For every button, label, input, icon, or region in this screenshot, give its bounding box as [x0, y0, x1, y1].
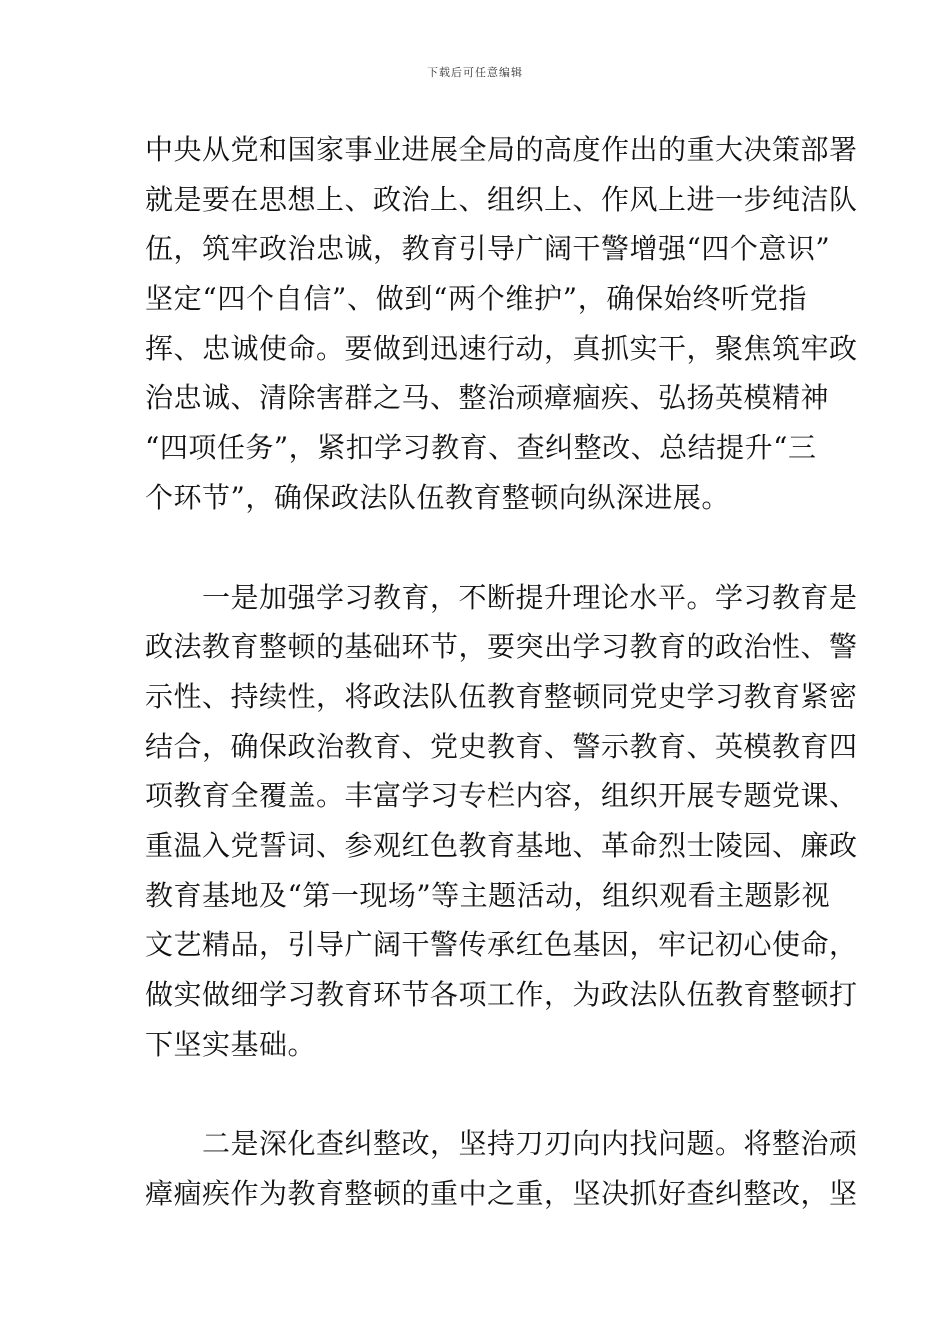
text-line: 挥、忠诚使命。要做到迅速行动，真抓实干，聚焦筑牢政 [145, 331, 858, 365]
text-line: 瘴痼疾作为教育整顿的重中之重，坚决抓好查纠整改，坚 [145, 1177, 858, 1211]
text-line: 重温入党誓词、参观红色教育基地、革命烈士陵园、廉政 [145, 828, 858, 862]
paragraph-spacer [145, 1069, 807, 1119]
page-header-note: 下载后可任意编辑 [427, 66, 523, 79]
text-line: 就是要在思想上、政治上、组织上、作风上进一步纯洁队 [145, 182, 858, 216]
text-line: “四项任务”，紧扣学习教育、查纠整改、总结提升“三 [145, 431, 817, 465]
text-line: 伍，筑牢政治忠诚，教育引导广阔干警增强“四个意识” [145, 232, 831, 266]
paragraph-1 [145, 125, 858, 523]
text-line: 一是加强学习教育，不断提升理论水平。学习教育是 [145, 580, 858, 614]
text-line: 下坚实基础。 [145, 1027, 317, 1061]
paragraph-spacer [145, 523, 807, 573]
text-line: 政法教育整顿的基础环节，要突出学习教育的政治性、警 [145, 630, 858, 664]
text-line: 二是深化查纠整改，坚持刀刃向内找问题。将整治顽 [145, 1127, 858, 1161]
text-line: 做实做细学习教育环节各项工作，为政法队伍教育整顿打 [145, 978, 858, 1011]
text-line: 示性、持续性，将政法队伍教育整顿同党史学习教育紧密 [145, 679, 858, 713]
text-line: 文艺精品，引导广阔干警传承红色基因，牢记初心使命， [145, 928, 858, 962]
document-body [145, 125, 858, 1219]
text-line: 结合，确保政治教育、党史教育、警示教育、英模教育四 [145, 729, 858, 763]
text-line: 个环节”，确保政法队伍教育整顿向纵深进展。 [145, 480, 730, 514]
text-line: 教育基地及“第一现场”等主题活动，组织观看主题影视 [145, 878, 831, 912]
text-line: 中央从党和国家事业进展全局的高度作出的重大决策部署 [145, 133, 858, 166]
paragraph-3 [145, 1119, 858, 1218]
text-line: 治忠诚、清除害群之马、整治顽瘴痼疾、弘扬英模精神 [145, 381, 830, 415]
text-line: 项教育全覆盖。丰富学习专栏内容，组织开展专题党课、 [145, 779, 858, 813]
text-line: 坚定“四个自信”、做到“两个维护”，确保始终听党指 [145, 282, 807, 316]
paragraph-2 [145, 573, 858, 1070]
